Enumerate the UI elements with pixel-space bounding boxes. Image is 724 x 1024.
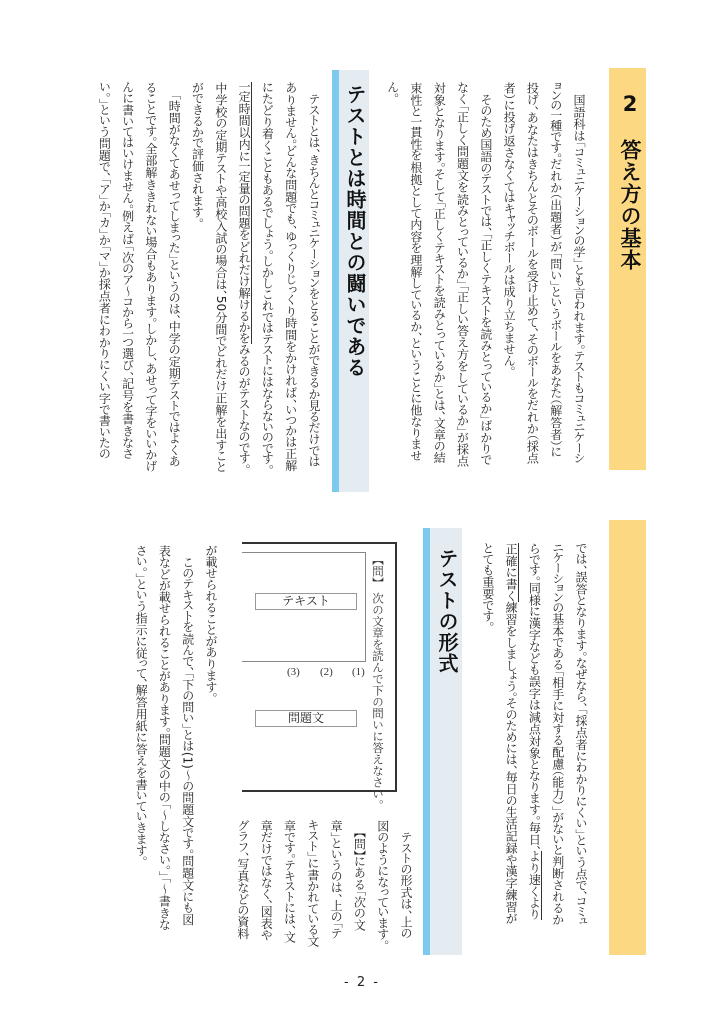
text-column: そのため国語のテストでは、「正しくテキストを読みとっているか」ばかりで bbox=[478, 82, 493, 465]
emphasized-text: 正確に書く bbox=[504, 543, 519, 602]
text-column: グラフ、写真などの資料 bbox=[235, 820, 250, 940]
text-column: キスト」に書かれている文 bbox=[305, 820, 320, 948]
text-column: が載せられることがあります。 bbox=[204, 545, 218, 699]
figure-instruction: 【問】 次の文章を読んで下の問いに答えなさい。 bbox=[371, 554, 385, 811]
text-column: 図のようになっています。 bbox=[375, 820, 390, 946]
section-heading-answer-basics: 2 答え方の基本 bbox=[618, 92, 642, 271]
text-column: 対象となります。そして「正しくテキストを読みとっているか」とは、文章の結 bbox=[432, 82, 447, 464]
text-column: 者）に投げ返さなくてはキャッチボールは成り立ちません。 bbox=[502, 82, 517, 373]
text-column bbox=[232, 82, 255, 473]
body-text-answer-basics bbox=[380, 82, 590, 467]
figure-text-box: テキスト bbox=[255, 593, 357, 610]
text-column: ありません。どんな問題でも、ゆっくりじっくり時間をかければ、いつかは正解 bbox=[283, 82, 298, 472]
figure-number-1: (1) bbox=[352, 666, 365, 678]
text-column: 章だけではなく、図表や bbox=[259, 820, 274, 941]
text-segment: 練習をしましょう。そのためには、毎日の生活記録や漢字練習が bbox=[504, 601, 519, 925]
figure-question-box: 問題文 bbox=[255, 710, 357, 727]
text-column: 表などが載せられることがあります。問題文の中の「～しなさい。」「～書きな bbox=[157, 545, 172, 931]
body-text-test-format bbox=[231, 820, 417, 947]
text-column: 章」というのは、上の「テ bbox=[329, 820, 344, 939]
text-column: では、誤答となります。なぜなら、「採点者にわかりにくい」という点で、コミュ bbox=[574, 543, 588, 925]
text-column: さい。」という指示に従って、解答用紙に答えを書いていきます。 bbox=[134, 545, 149, 863]
text-column: い。」という問題で、「ア」か「カ」か「マ」か採点者にわかりにくい字で書いたの bbox=[97, 82, 112, 460]
body-text-answer-basics-continued bbox=[476, 543, 592, 925]
page-number: - 2 - bbox=[344, 975, 380, 990]
text-column: テストとは、きちんとコミュニケーションをとることができるか見るだけでは bbox=[307, 82, 321, 468]
section-heading-test-format: テストの形式 bbox=[435, 548, 459, 674]
text-column: テストの形式は、上の bbox=[399, 820, 413, 939]
section-heading-time: テストとは時間との闘いである bbox=[343, 84, 367, 378]
text-column: ができるかで評価されます。 bbox=[190, 82, 205, 224]
body-text-time bbox=[92, 82, 325, 473]
figure-number-3: (3) bbox=[287, 666, 300, 678]
text-column: にたどり着くこともあるでしょう。しかしこれではテストにはならないのです。 bbox=[260, 82, 275, 471]
text-column: ニケーションの基本である「相手に対する配慮（能力）」がないと判断されるか bbox=[550, 543, 565, 925]
text-column: 「時間がなくてあせってしまった」というのは、中学の定期テストではよくあ bbox=[167, 82, 182, 468]
text-column: 投げ、あなたはきちんとそのボールを受け止めて、そのボールをだれか（採点 bbox=[525, 82, 540, 464]
text-column: 束性と一貫性を根拠として内容を理解しているか、ということに他なりませ bbox=[408, 82, 423, 462]
text-column: 国語科は「コミュニケーションの学」とも言われます。テストもコミュニケーシ bbox=[572, 82, 586, 464]
text-column: とても重要です。 bbox=[480, 543, 495, 628]
text-column: 【問】にある「次の文 bbox=[352, 820, 367, 931]
emphasized-text: 一定時間以内に一定量の問題をどれだけ解けるかを bbox=[237, 82, 252, 345]
section-heading-bar-continued bbox=[609, 520, 646, 955]
text-column bbox=[499, 543, 522, 925]
text-segment: らです。同様に漢字なども誤字は減点対象となります。毎日、 bbox=[527, 543, 542, 852]
text-column: 章です。テキストには、文 bbox=[282, 820, 297, 943]
text-column: ることです。全部解ききれない場合もあります。しかし、あせって字をいいかげ bbox=[143, 82, 158, 473]
emphasized-text: より速くより bbox=[527, 851, 542, 921]
text-column: ョンの一種です。だれか（出題者）が「問い」というボールをあなた（解答者）に bbox=[548, 82, 563, 458]
text-column bbox=[522, 543, 545, 925]
text-column: ん。 bbox=[385, 82, 400, 100]
figure-number-2: (2) bbox=[320, 666, 333, 678]
text-column: このテキストを読んで、「下の問い」とは(1)～の問題文です。問題文にも図 bbox=[180, 545, 195, 926]
text-column: んに書いてはいけません。例えば「次のア～コから一つ選び、記号を書きなさ bbox=[120, 82, 135, 460]
body-text-test-format-continued bbox=[129, 545, 222, 930]
text-column: なく「正しく問題文を読みとっているか」「正しい答え方をしているか」が採点 bbox=[455, 82, 470, 468]
text-segment: みるのがテストなのです。 bbox=[237, 344, 252, 470]
text-column: 中学校の定期テストや高校入試の場合は、50分間でどれだけ正解を出すこと bbox=[213, 82, 228, 473]
